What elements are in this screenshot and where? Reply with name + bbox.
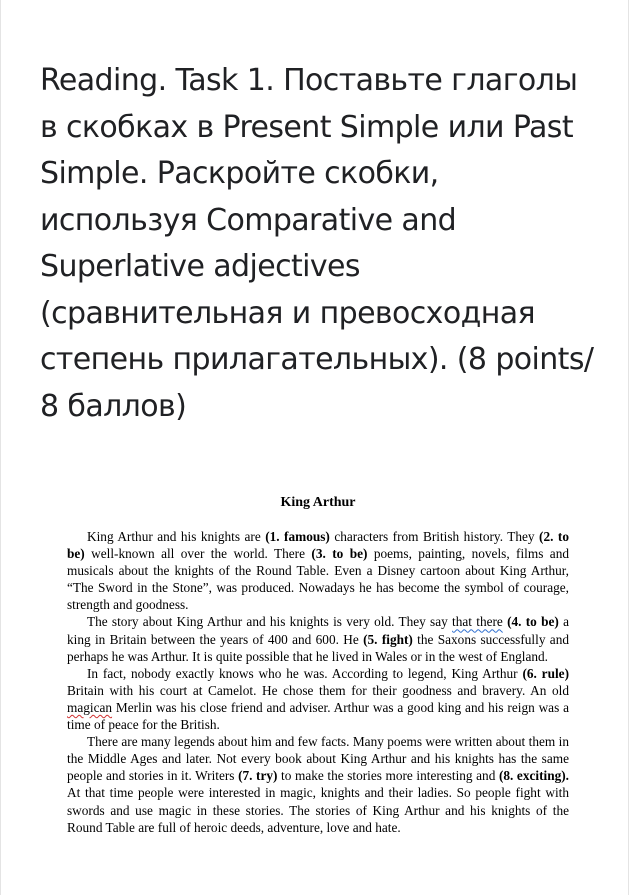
- heading-line: Superlative adjectives: [40, 249, 360, 284]
- grammar-underline: that there: [452, 614, 503, 630]
- heading-line: Simple. Раскройте скобки,: [40, 156, 439, 191]
- document-image: [67, 494, 569, 836]
- paragraph-4: [67, 733, 569, 836]
- paragraph-2: [67, 613, 569, 664]
- text: Merlin was his close friend and adviser. Arthur was a good king and his reign was a time of peace for the British.: [67, 699, 569, 733]
- text: Britain with his court at Camelot. He chose them for their goodness and bravery. An old: [67, 682, 569, 698]
- text: well-known all over the world. There: [84, 546, 312, 562]
- text: to make the stories more interesting and: [277, 768, 499, 784]
- heading-line: 8 баллов): [40, 388, 187, 424]
- heading-line: (сравнительная и превосходная: [40, 295, 535, 331]
- text: There are many legends about him and few facts. Many poems were written about them in the Middle Ages and later. Not every book about King Arthur and his knights has the same people and stories in it. Writers: [67, 734, 569, 784]
- text: characters from British history. They: [329, 529, 540, 544]
- verb-prompt-6: (6. rule): [522, 665, 569, 681]
- text: The story about King Arthur and his knights is very old. They say: [87, 614, 453, 630]
- text: In fact, nobody exactly knows who he was. According to legend, King Arthur: [87, 665, 523, 681]
- heading-line: степень прилагательных). (8 points/: [40, 342, 594, 377]
- verb-prompt-4: (4. to be): [507, 614, 559, 630]
- document-title: King Arthur: [280, 495, 356, 510]
- paragraph-1: [67, 528, 569, 613]
- heading-line: Reading. Task 1. Поставьте глаголы: [40, 63, 578, 98]
- task-heading: [40, 58, 610, 430]
- spelling-underline: magican: [67, 699, 113, 715]
- text: At that time people were interested in magic, knights and their ladies. So people fight with swords and use magic in these stories. The stories of King Arthur and his knights of the Round Table are full of heroic deeds, adventure, love and hate.: [67, 785, 569, 835]
- verb-prompt-5: (5. fight): [363, 631, 413, 647]
- verb-prompt-7: (7. try): [238, 768, 278, 784]
- text: poems, painting, novels, films and musicals about the knights of the Round Table. Even a Disney cartoon about King Arthur, “The Sword in the Stone”, was produced. Nowadays he has become the symbol of courage, strength and goodness.: [67, 546, 570, 613]
- heading-line: в скобках в Present Simple или Past: [40, 109, 573, 145]
- verb-prompt-2: (2. to be): [67, 529, 569, 562]
- paragraph-3: [67, 665, 569, 733]
- heading-line: используя Comparative and: [40, 202, 457, 238]
- text: the Saxons successfully and perhaps he was Arthur. It is quite possible that he lived in Wales or in the west of England.: [67, 631, 569, 664]
- verb-prompt-3: (3. to be): [311, 546, 368, 562]
- verb-prompt-1: (1. famous): [265, 529, 330, 544]
- adjective-prompt-8: (8. exciting).: [498, 768, 569, 784]
- text: King Arthur and his knights are: [87, 529, 266, 544]
- text: a king in Britain between the years of 400 and 600. He: [67, 614, 569, 647]
